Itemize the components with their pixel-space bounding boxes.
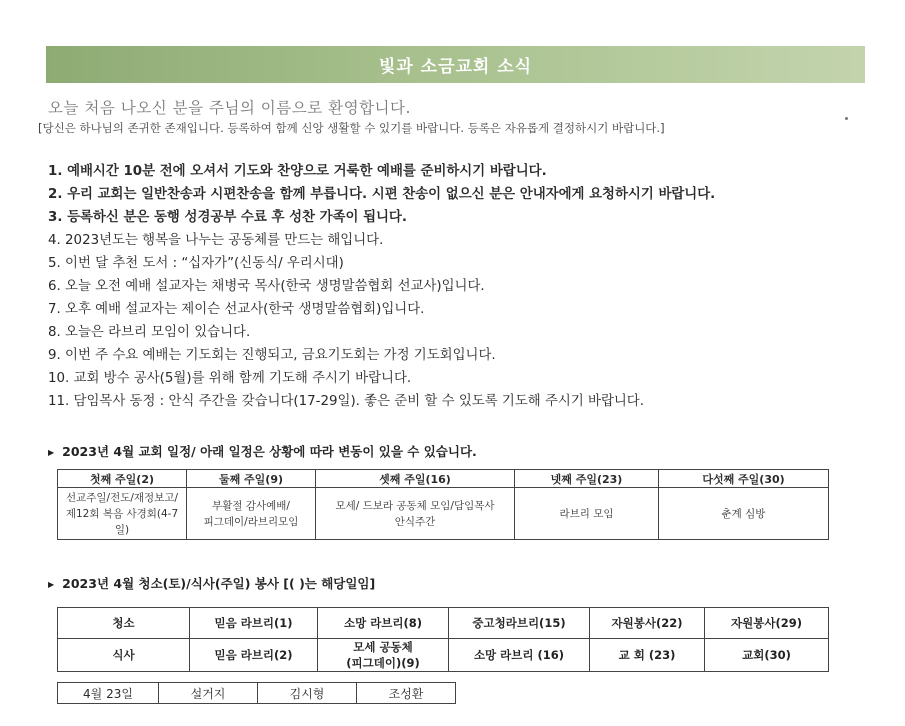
page-title: 빛과 소금교회 소식	[378, 57, 533, 77]
schedule-header: 다섯째 주일(30)	[659, 470, 829, 488]
duty-table	[57, 607, 829, 672]
duty-row-cleaning	[58, 608, 829, 639]
duty-cell: 소망 라브리 (16)	[449, 639, 590, 672]
duty-cell: 자원봉사(22)	[590, 608, 705, 639]
duty-cell: 자원봉사(29)	[705, 608, 829, 639]
duty-cell: 교 회 (23)	[590, 639, 705, 672]
dishwashing-person: 조성환	[357, 683, 456, 704]
duty-cell: 중고청라브리(15)	[449, 608, 590, 639]
schedule-table	[57, 469, 829, 540]
duty-heading-text: 2023년 4월 청소(토)/식사(주일) 봉사 [( )는 해당일임]	[62, 576, 376, 591]
schedule-cell: 춘계 심방	[659, 488, 829, 540]
schedule-cell: 모세/ 드보라 공동체 모임/담임목사 안식주간	[316, 488, 515, 540]
schedule-header-row	[58, 470, 829, 488]
schedule-header: 둘째 주일(9)	[187, 470, 316, 488]
duty-label: 식사	[58, 639, 190, 672]
notice-item: 3. 등록하신 분은 동행 성경공부 수료 후 성찬 가족이 됩니다.	[48, 210, 407, 225]
schedule-header: 넷째 주일(23)	[515, 470, 659, 488]
triangle-bullet-icon: ▶	[48, 448, 55, 457]
duty-label: 청소	[58, 608, 190, 639]
duty-cell: 교회(30)	[705, 639, 829, 672]
dishwashing-date: 4월 23일	[58, 683, 159, 704]
duty-heading	[48, 574, 375, 592]
notice-list	[48, 160, 715, 413]
schedule-cell: 선교주일/전도/재정보고/ 제12회 복음 사경회(4-7일)	[58, 488, 187, 540]
duty-row-meal	[58, 639, 829, 672]
speck	[845, 117, 848, 120]
welcome-message: 오늘 처음 나오신 분을 주님의 이름으로 환영합니다.	[48, 99, 411, 117]
notice-item: 9. 이번 주 수요 예배는 기도회는 진행되고, 금요기도회는 가정 기도회입니다.	[48, 348, 496, 363]
dishwashing-row	[58, 683, 456, 704]
schedule-row	[58, 488, 829, 540]
schedule-heading	[48, 442, 477, 460]
duty-cell: 소망 라브리(8)	[318, 608, 449, 639]
dishwashing-table	[57, 682, 456, 704]
schedule-cell: 부활절 감사예배/ 피그데이/라브리모임	[187, 488, 316, 540]
triangle-bullet-icon: ▶	[48, 580, 55, 589]
notice-item: 7. 오후 예배 설교자는 제이슨 선교사(한국 생명말씀협회)입니다.	[48, 302, 425, 317]
duty-cell: 믿음 라브리(2)	[190, 639, 318, 672]
schedule-heading-text: 2023년 4월 교회 일정/ 아래 일정은 상황에 따라 변동이 있을 수 있습니다.	[62, 444, 477, 459]
notice-item: 5. 이번 달 추천 도서 : “십자가”(신동식/ 우리시대)	[48, 256, 344, 271]
duty-cell: 믿음 라브리(1)	[190, 608, 318, 639]
notice-item: 6. 오늘 오전 예배 설교자는 채병국 목사(한국 생명말씀협회 선교사)입니다.	[48, 279, 485, 294]
dishwashing-person: 김시형	[258, 683, 357, 704]
duty-cell: 모세 공동체 (피그데이)(9)	[318, 639, 449, 672]
header-banner	[46, 46, 865, 83]
dishwashing-task: 설거지	[159, 683, 258, 704]
notice-item: 4. 2023년도는 행복을 나누는 공동체를 만드는 해입니다.	[48, 233, 384, 248]
notice-item: 2. 우리 교회는 일반찬송과 시편찬송을 함께 부릅니다. 시편 찬송이 없으신 분은 안내자에게 요청하시기 바랍니다.	[48, 187, 716, 202]
schedule-cell: 라브리 모임	[515, 488, 659, 540]
notice-item: 8. 오늘은 라브리 모임이 있습니다.	[48, 325, 251, 340]
welcome-subtext: [당신은 하나님의 존귀한 존재입니다. 등록하여 함께 신앙 생활할 수 있기를 바랍니다. 등록은 자유롭게 결정하시기 바랍니다.]	[38, 121, 665, 135]
schedule-header: 셋째 주일(16)	[316, 470, 515, 488]
notice-item: 1. 예배시간 10분 전에 오셔서 기도와 찬양으로 거룩한 예배를 준비하시기 바랍니다.	[48, 164, 547, 179]
notice-item: 11. 담임목사 동정 : 안식 주간을 갖습니다(17-29일). 좋은 준비 할 수 있도록 기도해 주시기 바랍니다.	[48, 394, 645, 409]
notice-item: 10. 교회 방수 공사(5월)를 위해 함께 기도해 주시기 바랍니다.	[48, 371, 412, 386]
schedule-header: 첫째 주일(2)	[58, 470, 187, 488]
